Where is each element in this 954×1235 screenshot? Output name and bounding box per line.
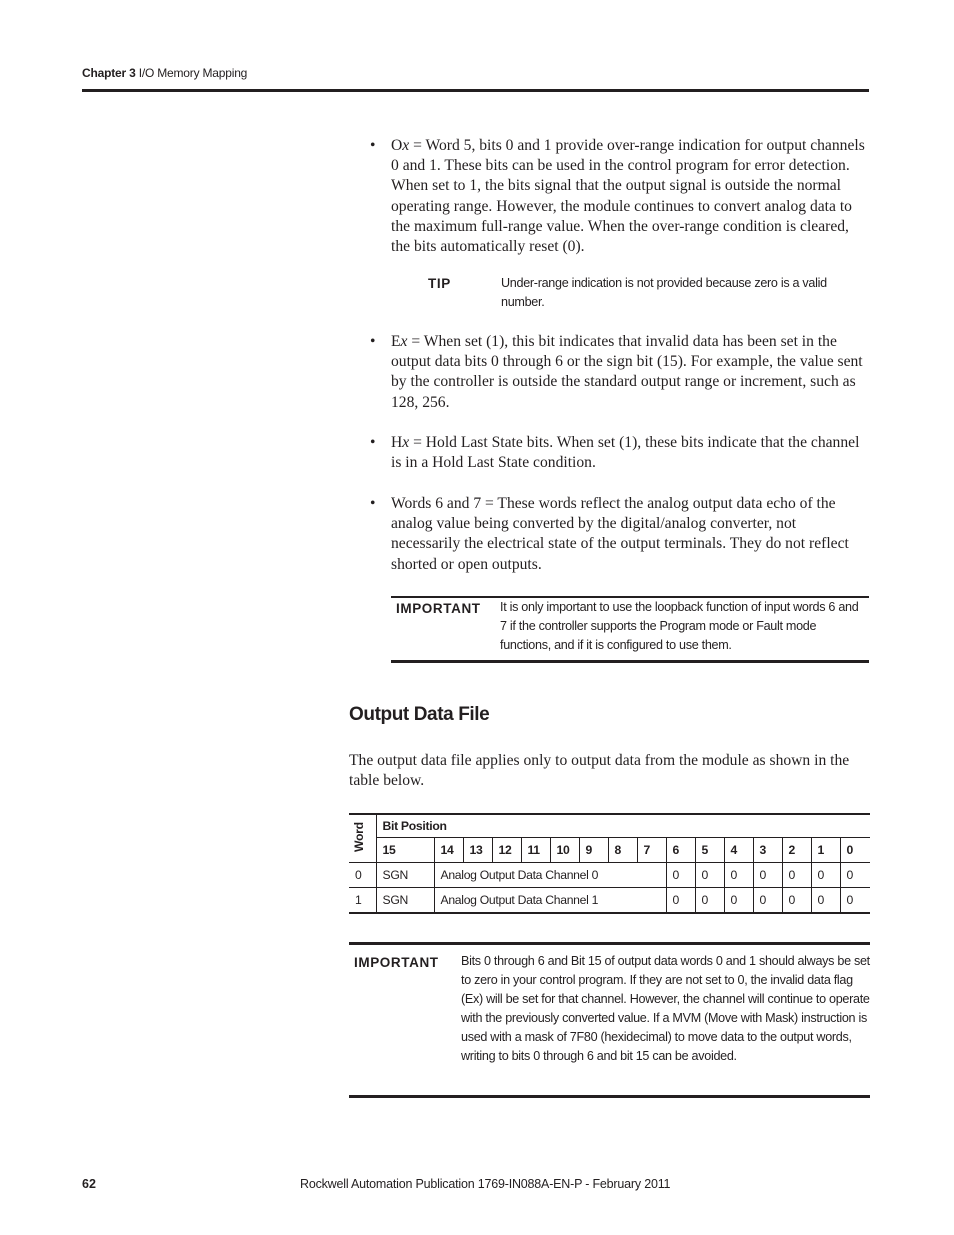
bit-header-7: 7 bbox=[637, 838, 666, 863]
word-header-cell bbox=[349, 814, 376, 863]
bullet-dot: • bbox=[370, 137, 376, 154]
bullet-code: O bbox=[391, 137, 403, 154]
important-label: IMPORTANT bbox=[396, 601, 481, 616]
bullet-text: Words 6 and 7 = These words reflect the analog output data echo of the analog value being converted by the digital/analog converter, not necessarily the electrical state of the output terminals. They do not reflect shorted or open outputs. bbox=[391, 495, 849, 573]
bit-header-14: 14 bbox=[434, 838, 463, 863]
bit-cell: 0 bbox=[840, 863, 870, 888]
bit-header-15: 15 bbox=[376, 838, 434, 863]
bit-cell: 0 bbox=[782, 888, 811, 913]
tip-text: Under-range indication is not provided because zero is a valid number. bbox=[501, 276, 827, 309]
bit-header-9: 9 bbox=[579, 838, 608, 863]
table-row bbox=[349, 863, 870, 888]
bit-cell: 0 bbox=[695, 888, 724, 913]
bit-header-2: 2 bbox=[782, 838, 811, 863]
chapter-label: Chapter 3 bbox=[82, 66, 136, 80]
bit-cell: 0 bbox=[811, 888, 840, 913]
important-bottom-rule bbox=[349, 1095, 870, 1098]
tip-label: TIP bbox=[428, 276, 451, 291]
bullet-text: = Word 5, bits 0 and 1 provide over-range indication for output channels 0 and 1. These bits can be used in the control program for error detection. When set to 1, the bits signal that the output signal is outside the normal operating range. However, the module continues to convert analog data to the maximum full-range value. When the over-range condition is cleared, the bits automatically reset (0). bbox=[391, 137, 865, 256]
bullet-code-var: x bbox=[402, 434, 410, 451]
bullet-text: = When set (1), this bit indicates that invalid data has been set in the output data bits 0 through 6 or the sign bit (15). For example, the value sent by the controller is outside the standard output range or increment, such as 128, 256. bbox=[391, 333, 863, 411]
bullet-hx bbox=[370, 433, 865, 473]
bit-header-6: 6 bbox=[666, 838, 695, 863]
bit-cell: 0 bbox=[666, 863, 695, 888]
analog-data-cell: Analog Output Data Channel 0 bbox=[434, 863, 666, 888]
bit-cell: 0 bbox=[753, 888, 782, 913]
publication-footer: Rockwell Automation Publication 1769-IN088A-EN-P - February 2011 bbox=[300, 1177, 671, 1191]
bit-header-5: 5 bbox=[695, 838, 724, 863]
bullet-code: E bbox=[391, 333, 401, 350]
important-text: Bits 0 through 6 and Bit 15 of output data words 0 and 1 should always be set to zero in your control program. If they are not set to 0, the invalid data flag (Ex) will be set for that channel. However, the channel will continue to operate with the previously converted value. If a MVM (Move with Mask) instruction is used with a mask of 7F80 (hexidecimal) to move data to the output words, writing to bits 0 through 6 and bit 15 can be avoided. bbox=[461, 954, 870, 1063]
header-rule bbox=[82, 89, 869, 92]
bit-cell: 0 bbox=[811, 863, 840, 888]
important-text: It is only important to use the loopback function of input words 6 and 7 if the controller supports the Program mode or Fault mode functions, and if it is configured to use them. bbox=[500, 600, 859, 652]
bit-cell: 0 bbox=[695, 863, 724, 888]
bit-cell: 0 bbox=[782, 863, 811, 888]
bit-position-header: Bit Position bbox=[376, 814, 870, 838]
bit-header-0: 0 bbox=[840, 838, 870, 863]
bit-number-row bbox=[349, 838, 870, 863]
word-number: 1 bbox=[349, 888, 376, 913]
bullet-dot: • bbox=[370, 434, 376, 451]
bit-cell: 0 bbox=[753, 863, 782, 888]
page-number: 62 bbox=[82, 1177, 96, 1191]
bit-header-3: 3 bbox=[753, 838, 782, 863]
important-top-rule bbox=[349, 942, 870, 945]
bit-header-12: 12 bbox=[492, 838, 521, 863]
section-title: Output Data File bbox=[349, 704, 490, 725]
bit-header-8: 8 bbox=[608, 838, 637, 863]
running-header bbox=[82, 66, 247, 80]
bullet-code: H bbox=[391, 434, 403, 451]
bit-header-13: 13 bbox=[463, 838, 492, 863]
table-header-row bbox=[349, 814, 870, 838]
bullet-words-6-7 bbox=[370, 494, 865, 575]
bit-header-10: 10 bbox=[550, 838, 579, 863]
table-bottom-rule bbox=[349, 912, 870, 914]
word-number: 0 bbox=[349, 863, 376, 888]
bit-header-4: 4 bbox=[724, 838, 753, 863]
bullet-dot: • bbox=[370, 333, 376, 350]
bullet-dot: • bbox=[370, 495, 376, 512]
bit-header-11: 11 bbox=[521, 838, 550, 863]
bullet-ex bbox=[370, 332, 865, 413]
bullet-code-var: x bbox=[400, 333, 408, 350]
bit-header-1: 1 bbox=[811, 838, 840, 863]
sgn-cell: SGN bbox=[376, 888, 434, 913]
important-label: IMPORTANT bbox=[354, 955, 439, 970]
bullet-code-var: x bbox=[402, 137, 410, 154]
bit-cell: 0 bbox=[724, 863, 753, 888]
intro-paragraph: The output data file applies only to output data from the module as shown in the table below. bbox=[349, 752, 850, 790]
bit-cell: 0 bbox=[666, 888, 695, 913]
important-bottom-rule bbox=[391, 660, 869, 663]
output-data-table bbox=[349, 814, 870, 912]
analog-data-cell: Analog Output Data Channel 1 bbox=[434, 888, 666, 913]
word-header-label: Word bbox=[352, 822, 366, 852]
bit-cell: 0 bbox=[724, 888, 753, 913]
bullet-text: = Hold Last State bits. When set (1), these bits indicate that the channel is in a Hold Last State condition. bbox=[391, 434, 860, 472]
bullet-ox bbox=[370, 136, 865, 257]
sgn-cell: SGN bbox=[376, 863, 434, 888]
bit-cell: 0 bbox=[840, 888, 870, 913]
table-row bbox=[349, 888, 870, 913]
chapter-title: I/O Memory Mapping bbox=[138, 66, 248, 80]
